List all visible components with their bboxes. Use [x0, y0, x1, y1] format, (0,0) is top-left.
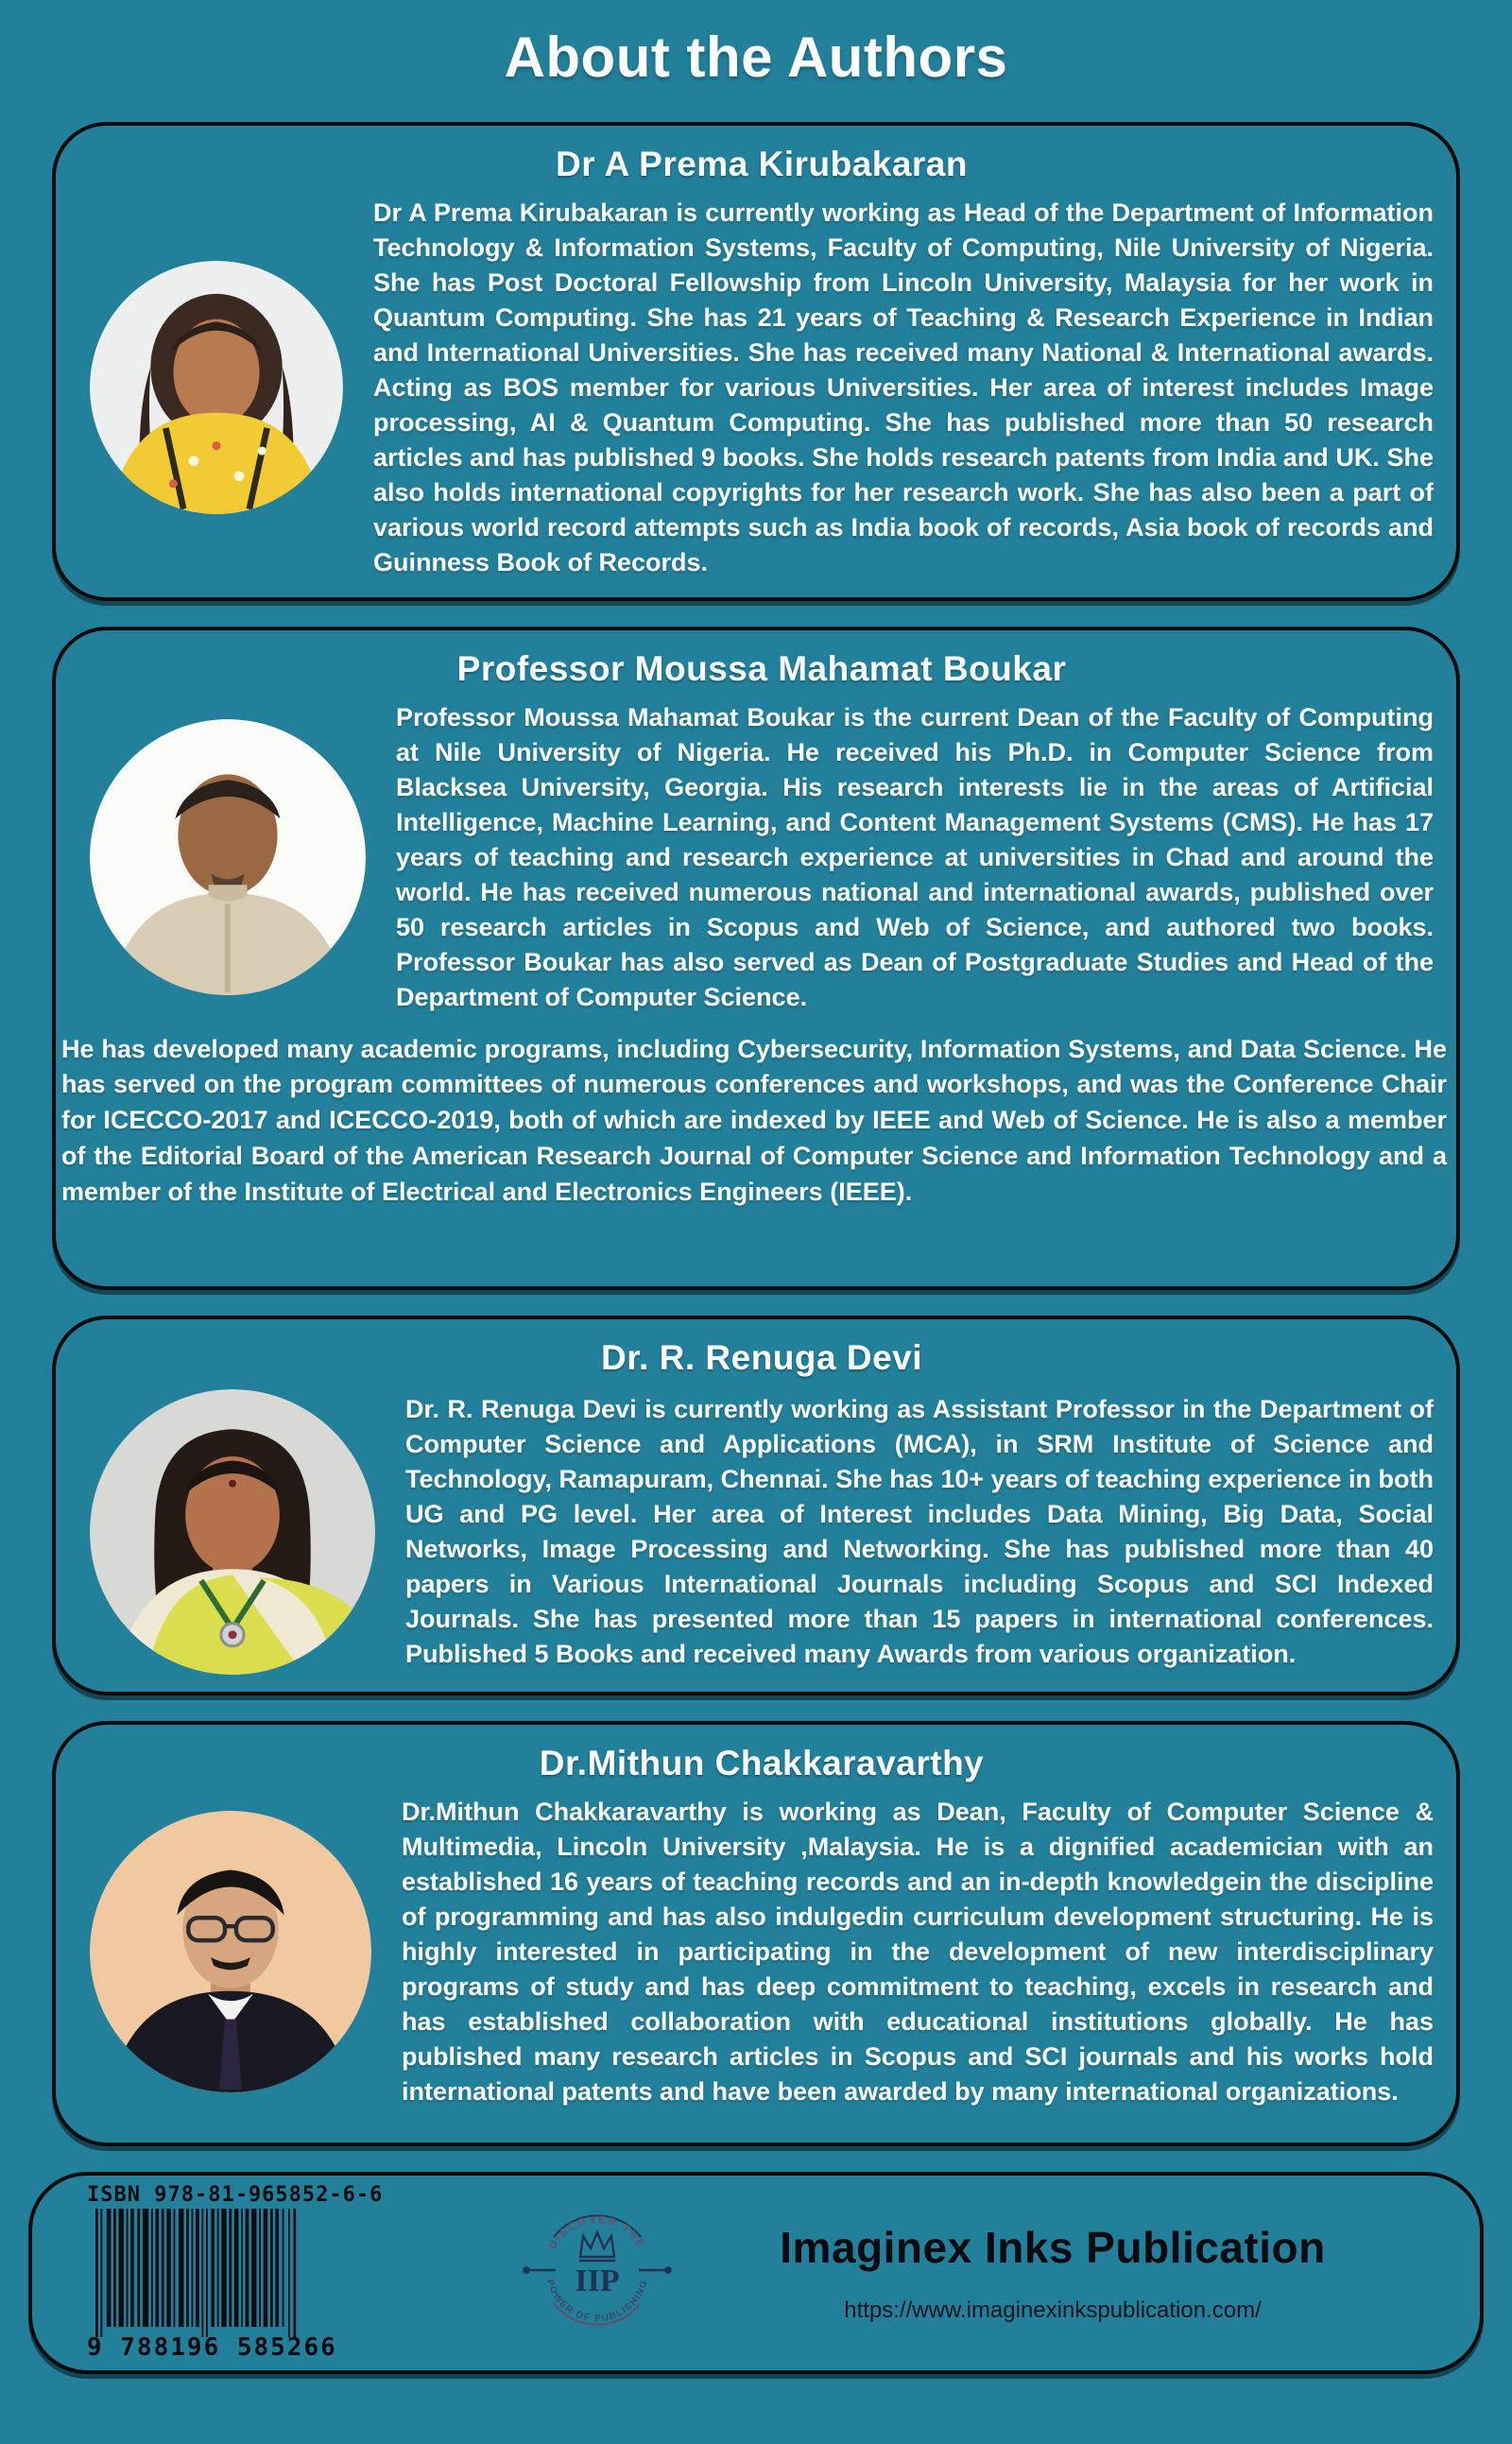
author-photo [90, 1389, 375, 1675]
avatar-man-suit [90, 1811, 371, 2092]
author-bio: Dr A Prema Kirubakaran is currently working as Head of the Department of Information Technology & Information Systems, Faculty of Computing, Nile University of Nigeria. She has Post Doctoral Fellowship from Lincoln University, Malaysia for her work in Quantum Computing. She has 21 years of Teaching & Research Experience in Indian and International Universities. She has received many National & International awards. Acting as BOS member for various Universities. Her area of interest includes Image processing, AI & Quantum Computing. She has published more than 50 research articles and has published 9 books. She holds research patents from India and UK. She also holds international copyrights for her research work. She has also been a part of various world record attempts such as India book of records, Asia book of records and Guinness Book of Records. [373, 198, 1434, 577]
author-bio: Dr.Mithun Chakkaravarthy is working as Dean, Faculty of Computer Science & Multimedia, Lincoln University ,Malaysia. He is a dignified academician with an established 16 years of teaching records and an in-depth knowledgein the discipline of programming and has also indulgedin curriculum development structuring. He is highly interested in participating in the development of new interdisciplinary programs of study and has deep commitment to teaching, excels in research and has established collaboration with educational institutions globally. He has published many research articles in Scopus and SCI journals and his works hold international patents and have been awarded by many international organizations. [402, 1797, 1434, 2106]
publisher-name: Imaginex Inks Publication [780, 2222, 1326, 2272]
avatar-woman-sari [90, 1389, 375, 1675]
card-body [90, 1389, 1434, 1675]
author-bio-extra: He has developed many academic programs, including Cybersecurity, Information Systems, and Data Science. He has served on the program committees of numerous conferences and workshops, and was the Conference Chair for ICECCO-2017 and ICECCO-2019, both of which are indexed by IEEE and Web of Science. He is also a member of the Editorial Board of the American Research Journal of Computer Science and Information Technology and a member of the Institute of Electrical and Electronics Engineers (IEEE). [61, 1034, 1447, 1206]
isbn-label: ISBN 978-81-965852-6-6 [87, 2183, 384, 2208]
publisher-info [682, 2222, 1480, 2324]
card-body [90, 700, 1434, 1015]
publisher-footer [28, 2172, 1484, 2374]
barcode-number: 9 788196 585266 [87, 2333, 337, 2363]
barcode-icon [87, 2209, 306, 2337]
author-bio: Dr. R. Renuga Devi is currently working as Assistant Professor in the Department of Computer Science and Applications (MCA), in SRM Institute of Science and Technology, Ramapuram, Chennai. She has 10+ years of teaching experience in both UG and PG level. Her area of Interest includes Data Mining, Big Data, Social Networks, Image Processing and Networking. She has published more than 40 papers in Various International Journals including Scopus and SCI Indexed Journals. She has presented more than 15 papers in international conferences. Published 5 Books and received many Awards from various organization. [405, 1394, 1434, 1668]
page-title: About the Authors [504, 26, 1008, 89]
avatar-man-beige [90, 719, 366, 995]
author-photo [90, 261, 343, 514]
author-name: Professor Moussa Mahamat Boukar [456, 648, 1067, 688]
author-card-moussa [52, 627, 1460, 1290]
publisher-website: https://www.imaginexinkspublication.com/ [844, 2297, 1262, 2323]
publisher-logo [522, 2194, 682, 2350]
author-name: Dr A Prema Kirubakaran [556, 145, 968, 183]
logo-tagline-bottom: POWER OF PUBLISHING [544, 2278, 650, 2325]
card-body [90, 1795, 1434, 2109]
crown-icon [579, 2232, 615, 2261]
author-name: Dr. R. Renuga Devi [600, 1337, 923, 1377]
iip-crown-logo-icon [522, 2194, 673, 2346]
logo-tagline-top: DISCOVER THE [546, 2214, 648, 2252]
author-photo [90, 1811, 371, 2092]
author-card-prema [52, 122, 1460, 601]
author-card-mithun [52, 1721, 1460, 2146]
avatar-woman-yellow [90, 261, 343, 514]
author-card-renuga [52, 1316, 1460, 1695]
isbn-barcode [32, 2183, 384, 2363]
author-photo [90, 719, 366, 995]
book-back-cover [0, 25, 1512, 2444]
logo-monogram: IIP [575, 2263, 620, 2299]
author-cards [52, 122, 1460, 2146]
author-bio: Professor Moussa Mahamat Boukar is the current Dean of the Faculty of Computing at Nile University of Nigeria. He received his Ph.D. in Computer Science from Blacksea University, Georgia. His research interests lie in the areas of Artificial Intelligence, Machine Learning, and Content Management Systems (CMS). He has 17 years of teaching and research experience at universities in Chad and around the world. He has received numerous national and international awards, published over 50 research articles in Scopus and Web of Science, and authored two books. Professor Boukar has also served as Dean of Postgraduate Studies and Head of the Department of Computer Science. [396, 702, 1434, 1011]
card-body [90, 196, 1434, 580]
author-name: Dr.Mithun Chakkaravarthy [539, 1743, 985, 1782]
